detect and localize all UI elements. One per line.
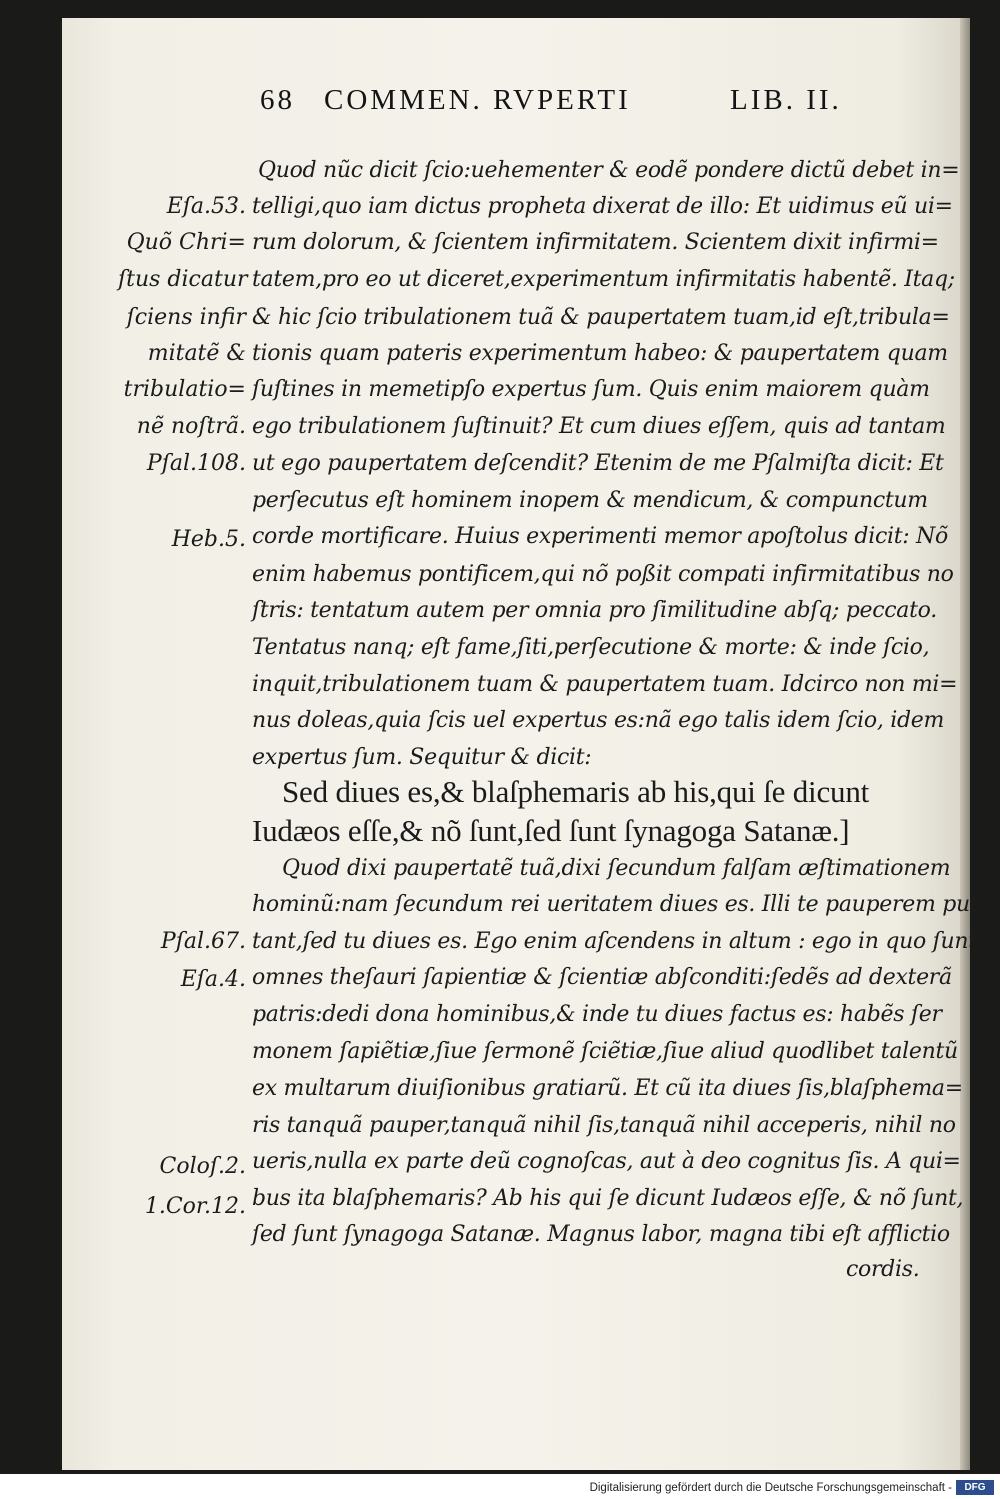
text-line: & hic ſcio tribulationem tuã & paupertatem tuam,id eſt,tribula= bbox=[252, 305, 950, 330]
margin-note: Quõ Chri= bbox=[126, 230, 246, 255]
text-line: ris tanquã pauper,tanquã nihil ſis,tanquã nihil acceperis, nihil no bbox=[252, 1113, 956, 1138]
text-line: bus ita blaſphemaris? Ab his qui ſe dicunt Iudæos eſſe, & nõ ſunt, bbox=[252, 1186, 964, 1211]
text-line: telligi,quo iam dictus propheta dixerat de illo: Et uidimus eũ ui= bbox=[252, 194, 953, 219]
text-line: monem ſapiẽtiæ,ſiue ſermonẽ ſciẽtiæ,ſiue aliud quodlibet talentũ bbox=[252, 1039, 958, 1064]
margin-note: Eſa.53. bbox=[166, 194, 246, 219]
running-header bbox=[260, 84, 920, 124]
margin-note: ſciens infir bbox=[126, 305, 246, 330]
margin-note: Coloſ.2. bbox=[159, 1154, 246, 1179]
page-edge bbox=[960, 18, 970, 1470]
margin-note: ſtus dicatur bbox=[118, 267, 248, 292]
margin-note: Eſa.4. bbox=[180, 967, 246, 992]
margin-note: 1.Cor.12. bbox=[144, 1194, 246, 1219]
text-line: ex multarum diuiſionibus gratiarũ. Et cũ ita diues ſis,blaſphema= bbox=[252, 1076, 963, 1101]
book-number: LIB. II. bbox=[730, 84, 842, 116]
scripture-line: Iudæos eſſe,& nõ ſunt,ſed ſunt ſynagoga Satanæ.] bbox=[252, 813, 850, 848]
text-line: expertus ſum. Sequitur & dicit: bbox=[252, 745, 592, 770]
dfg-logo: DFG bbox=[956, 1480, 994, 1495]
text-line: enim habemus pontificem,qui nõ poßit compati infirmitatibus no bbox=[252, 562, 954, 587]
text-line: perſecutus eſt hominem inopem & mendicum, & compunctum bbox=[252, 488, 928, 513]
text-line: ſed ſunt ſynagoga Satanæ. Magnus labor, magna tibi eſt afflictio bbox=[252, 1222, 950, 1247]
text-line: tionis quam pateris experimentum habeo: & paupertatem quam bbox=[252, 341, 948, 366]
text-line: nus doleas,quia ſcis uel expertus es:nã ego talis idem ſcio, idem bbox=[252, 708, 945, 733]
catchword: cordis. bbox=[846, 1257, 920, 1282]
margin-note: tribulatio= bbox=[123, 377, 246, 402]
text-line: rum dolorum, & ſcientem infirmitatem. Scientem dixit infirmi= bbox=[252, 230, 939, 255]
text-line: corde mortificare. Huius experimenti memor apoſtolus dicit: Nõ bbox=[252, 524, 948, 549]
text-line: inquit,tribulationem tuam & paupertatem tuam. Idcirco non mi= bbox=[252, 672, 958, 697]
margin-note: Heb.5. bbox=[171, 527, 246, 552]
folio-number: 68 bbox=[260, 84, 295, 116]
text-line: hominũ:nam ſecundum rei ueritatem diues es. Illi te pauperem pu bbox=[252, 892, 970, 917]
margin-note: mitatẽ & bbox=[147, 341, 246, 366]
text-line: tatem,pro eo ut diceret,experimentum infirmitatis habentẽ. Itaq; bbox=[252, 267, 955, 292]
margin-note: nẽ noſtrã. bbox=[136, 414, 246, 439]
funding-credit: Digitalisierung gefördert durch die Deutsche Forschungsgemeinschaft - bbox=[589, 1482, 952, 1494]
text-line: ſuſtines in memetipſo expertus ſum. Quis enim maiorem quàm bbox=[252, 377, 930, 402]
margin-note: Pſal.67. bbox=[160, 929, 246, 954]
text-line: tant,ſed tu diues es. Ego enim aſcendens in altum : ego in quo ſunt bbox=[252, 929, 977, 954]
text-line: Quod nũc dicit ſcio:uehementer & eodẽ pondere dictũ debet in= bbox=[258, 158, 960, 183]
margin-note: Pſal.108. bbox=[146, 451, 246, 476]
text-line: Quod dixi paupertatẽ tuã,dixi ſecundum falſam æſtimationem bbox=[282, 856, 951, 881]
text-line: Tentatus nanq; eſt fame,ſiti,perſecutione & morte: & inde ſcio, bbox=[252, 635, 930, 660]
text-line: ueris,nulla ex parte deũ cognoſcas, aut à deo cognitus ſis. A qui= bbox=[252, 1149, 961, 1174]
scripture-line: Sed diues es,& blaſphemaris ab his,qui ſe dicunt bbox=[282, 774, 870, 809]
text-line: patris:dedi dona hominibus,& inde tu diues factus es: habẽs ſer bbox=[252, 1002, 942, 1027]
text-line: ut ego paupertatem deſcendit? Etenim de me Pſalmiſta dicit: Et bbox=[252, 451, 944, 476]
text-line: ſtris: tentatum autem per omnia pro ſimilitudine abſq; peccato. bbox=[252, 598, 937, 623]
text-line: ego tribulationem ſuſtinuit? Et cum diues eſſem, quis ad tantam bbox=[252, 414, 946, 439]
text-line: omnes theſauri ſapientiæ & ſcientiæ abſconditi:ſedẽs ad dexterã bbox=[252, 965, 952, 990]
running-title: COMMEN. RVPERTI bbox=[324, 84, 631, 116]
